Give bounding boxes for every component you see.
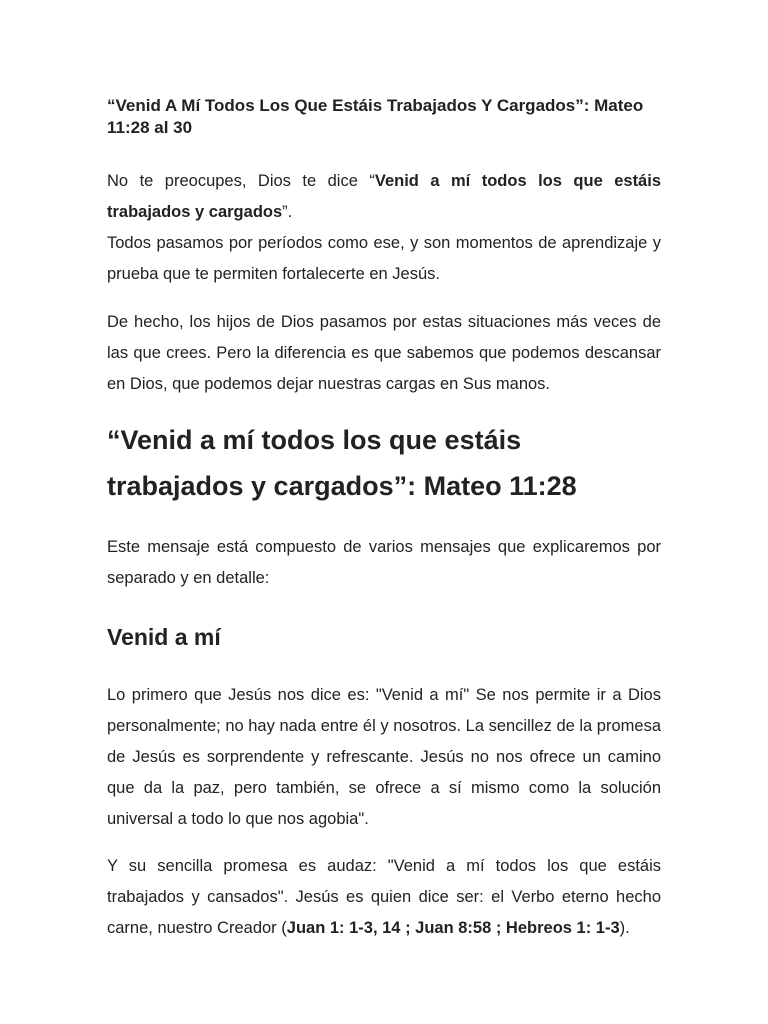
paragraph-6 [107, 851, 661, 944]
intro-quote-end: ”. [282, 203, 293, 221]
intro-quote: Venid a mí todos los que estáis trabajados y cargados [107, 172, 661, 221]
document-title: “Venid A Mí Todos Los Que Estáis Trabajados Y Cargados”: Mateo 11:28 al 30 [107, 96, 644, 137]
paragraph-2: Todos pasamos por períodos como ese, y son momentos de aprendizaje y prueba que te permiten fortalecerte en Jesús. [107, 234, 661, 283]
paragraph-5: Lo primero que Jesús nos dice es: "Venid a mí" Se nos permite ir a Dios personalmente; no hay nada entre él y nosotros. La sencillez de la promesa de Jesús es sorprendente y refrescante. Jesús no nos ofrece un camino que da la paz, pero también, se ofrece a sí mismo como la solución universal a todo lo que nos agobia". [107, 686, 661, 828]
intro-paragraph [107, 166, 661, 290]
intro-lead: No te preocupes, Dios te dice “ [107, 172, 375, 190]
paragraph-6-text: Y su sencilla promesa es audaz: "Venid a mí todos los que estáis trabajados y cansados". Jesús es quien dice ser: el Verbo eterno hecho carne, nuestro Creador ( [107, 857, 661, 937]
section-heading-main: “Venid a mí todos los que estáis trabajados y cargados”: Mateo 11:28 [107, 425, 577, 501]
paragraph-3: De hecho, los hijos de Dios pasamos por estas situaciones más veces de las que crees. Pero la diferencia es que sabemos que podemos descansar en Dios, que podemos dejar nuestras cargas en Sus manos. [107, 313, 661, 393]
section-heading-venid: Venid a mí [107, 624, 221, 650]
intro-line [107, 166, 661, 228]
bible-references: Juan 1: 1-3, 14 ; Juan 8:58 ; Hebreos 1: 1-3 [286, 919, 620, 937]
paragraph-4: Este mensaje está compuesto de varios mensajes que explicaremos por separado y en detalle: [107, 538, 661, 587]
paragraph-6-end: ). [619, 919, 630, 937]
